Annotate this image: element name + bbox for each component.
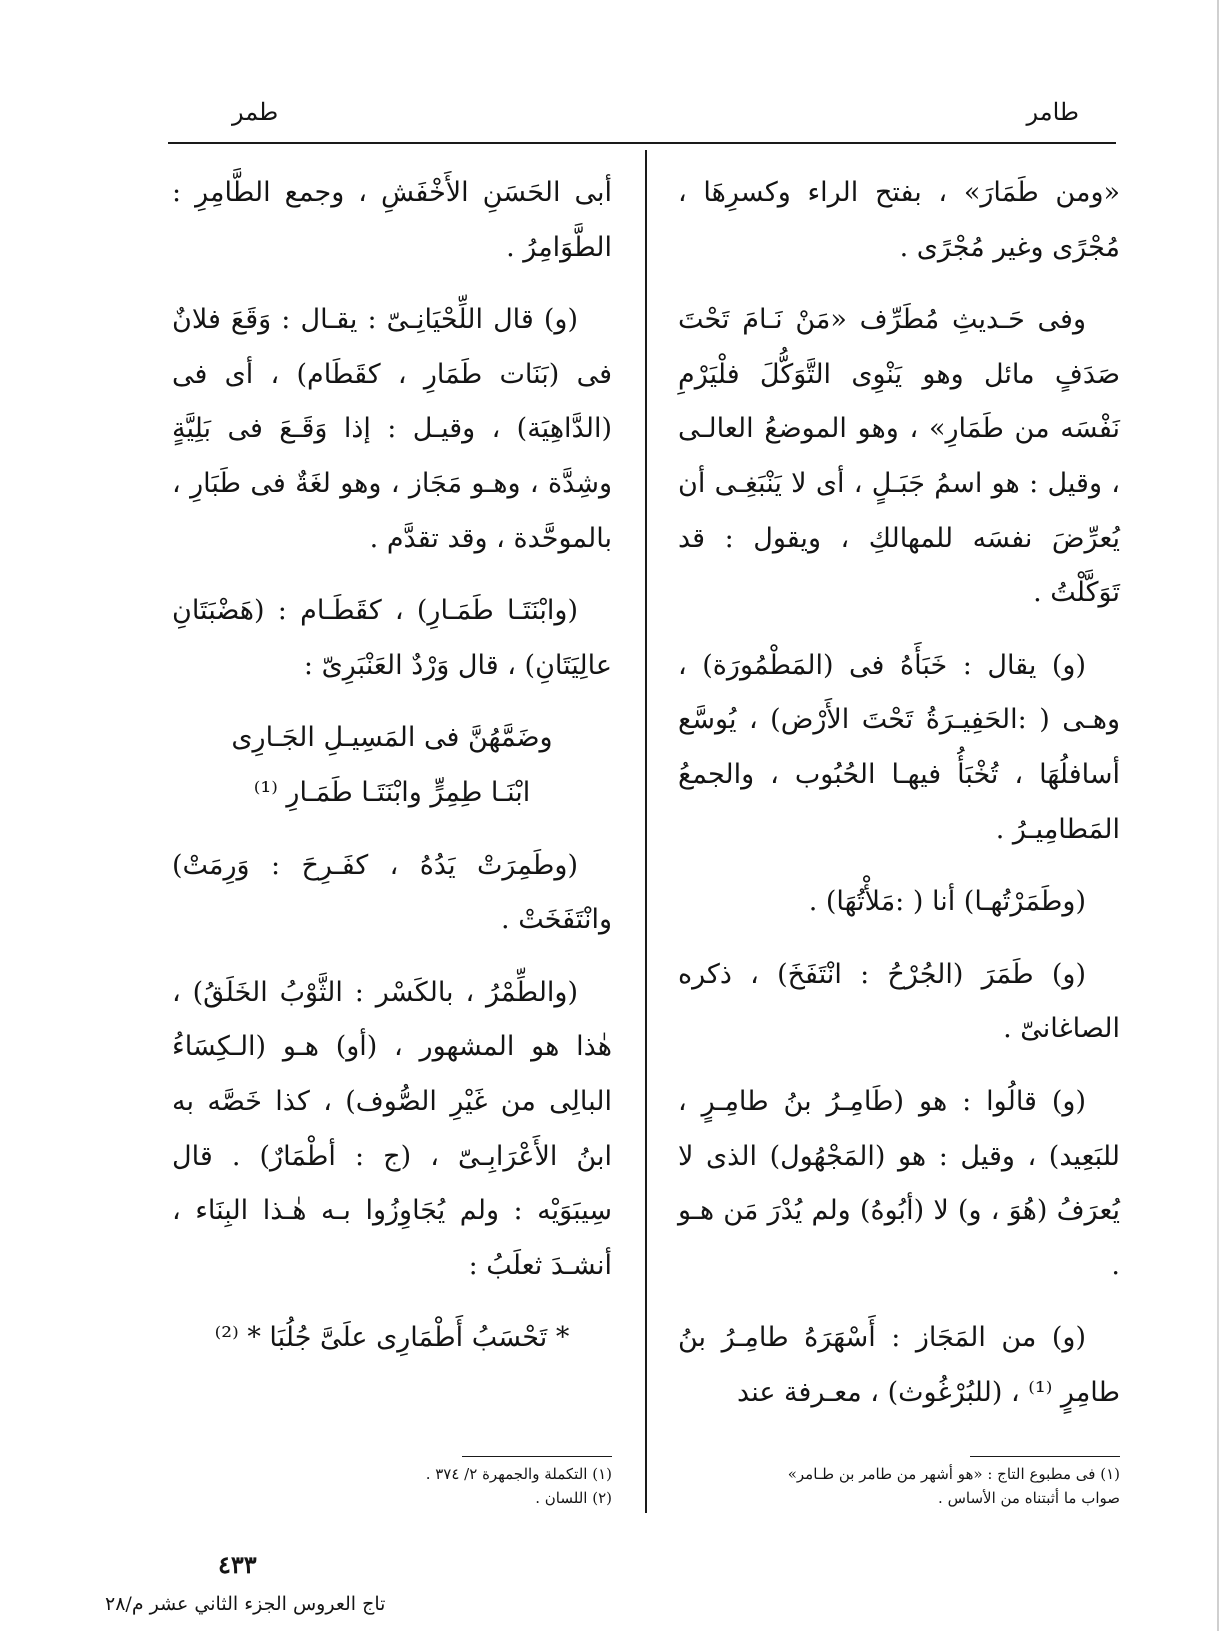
paragraph: (والطِّمْرُ ، بالكَسْر : الثَّوْبُ الخَلَقُ) ، هٰذا هو المشهور ، (أو) هـو (الـكِسَاءُ البالِى من غَيْرِ الصُّوف) ، كذا خَصَّه به ابنُ الأَعْرَابِـىّ ، (ج : أطْمَارٌ) . قال سِيبَوَيْه : ولم يُجَاوِزُوا بـه هٰـذا البِنَاء ، أنشـدَ ثعلَبُ : <box>172 976 612 1281</box>
footnote: (١) التكملة والجمهرة ٢/ ٣٧٤ . <box>425 1465 612 1483</box>
paragraph: (و) قالُوا : هو (طَامِـرُ بنُ طامِـرٍ ، للبَعِيد) ، وقيل : هو (المَجْهُول) الذى لا يُعرَفُ (هُوَ ، و) لا (أبُوهُ) ولم يُدْرَ مَن هـو . <box>678 1085 1120 1281</box>
footnotes-right <box>787 1462 1120 1510</box>
paragraph: (وطَمِرَتْ يَدُهُ ، كفَـرِحَ : وَرِمَتْ) وانْتَفَخَتْ . <box>172 849 612 936</box>
paragraph: (و) يقال : خَبَأَهُ فى (المَطْمُورَة) ، وهـى ( :الحَفِيـرَةُ تَحْتَ الأَرْض) ، يُوسَّع أسافلُهَا ، تُخْبَأُ فيهـا الحُبُوب ، والجمعُ المَطامِيـرُ . <box>678 649 1120 845</box>
right-column <box>678 166 1120 1438</box>
verse-line: * تَحْسَبُ أَطْمَارِى علَىَّ جُلُبَا * ⁽²⁾ <box>214 1322 570 1354</box>
paragraph: (وابْنَتَـا طَمَـارِ) ، كقَطَـام : (هَضْبَتَانِ عالِيَتَانِ) ، قال وَرْدٌ العَنْبَرِىّ : <box>172 595 612 681</box>
scan-edge <box>1217 0 1219 1631</box>
running-head-left: طمر <box>232 98 279 126</box>
footnote-rule-right <box>970 1456 1120 1457</box>
footnote-rule-left <box>462 1456 612 1457</box>
footnotes-left <box>300 1462 612 1510</box>
paragraph: (وطَمَرْتُهـا) أنا ( :مَلأْتُهَا) . <box>808 886 1086 918</box>
paragraph: (و) قال اللِّحْيَانِـىّ : يقـال : وَقَعَ فلانٌ فى (بَنَات طَمَارِ ، كقَطَام) ، أى فى (الدَّاهِيَة) ، وقيـل : إذا وَقَـعَ فى بَلِيَّةٍ وشِدَّة ، وهـو مَجَاز ، وهو لغَةٌ فى طَبَارِ ، بالموحَّدة ، وقد تقدَّم . <box>172 304 612 554</box>
footnote: صواب ما أثبتناه من الأساس . <box>938 1489 1120 1507</box>
verse-line: وضَمَّهُنَّ فى المَسِيـلِ الجَـارِى <box>231 722 553 754</box>
paragraph: (و) من المَجَاز : أَسْهَرَهُ طامِـرُ بنُ طامِرٍ ⁽¹⁾ ، (للبُرْغُوث) ، معـرفة عند <box>678 1322 1120 1408</box>
page-number: ٤٣٣ <box>218 1550 257 1579</box>
footnote: (٢) اللسان . <box>535 1489 612 1507</box>
printer-signature: تاج العروس الجزء الثاني عشر م/٢٨ <box>105 1593 386 1615</box>
header-rule <box>168 142 1116 144</box>
column-divider <box>645 150 647 1513</box>
paragraph: أبى الحَسَنِ الأَخْفَشِ ، وجمع الطَّامِرِ : الطَّوَامِرُ . <box>172 177 612 263</box>
paragraph: «ومن طَمَارَ» ، بفتح الراء وكسرِهَا ، مُجْرًى وغير مُجْرًى . <box>678 177 1120 263</box>
left-column <box>172 166 612 1384</box>
paragraph: (و) طَمَرَ (الجُرْحُ : انْتَفَخَ) ، ذكره الصاغانىّ . <box>678 958 1120 1045</box>
footnote: (١) فى مطبوع التاج : «هو أشهر من طامر بن طـامر» <box>787 1465 1120 1483</box>
running-head-right: طامر <box>1026 98 1079 126</box>
verse-line: ابْنَـا طِمِرٍّ وابْنَتَـا طَمَـارِ ⁽¹⁾ <box>253 776 531 808</box>
paragraph: وفى حَـديثِ مُطَرِّف «مَنْ نَـامَ تَحْتَ صَدَفٍ مائل وهو يَنْوِى التَّوَكُّلَ فلْيَرْمِ نَفْسَه من طَمَارِ» ، وهو الموضعُ العالـى ، وقيل : هو اسمُ جَبَـلٍ ، أى لا يَنْبَغِـى أن يُعرِّضَ نفسَه للمهالكِ ، ويقول : قد تَوَكَّلْتُ . <box>678 304 1120 609</box>
